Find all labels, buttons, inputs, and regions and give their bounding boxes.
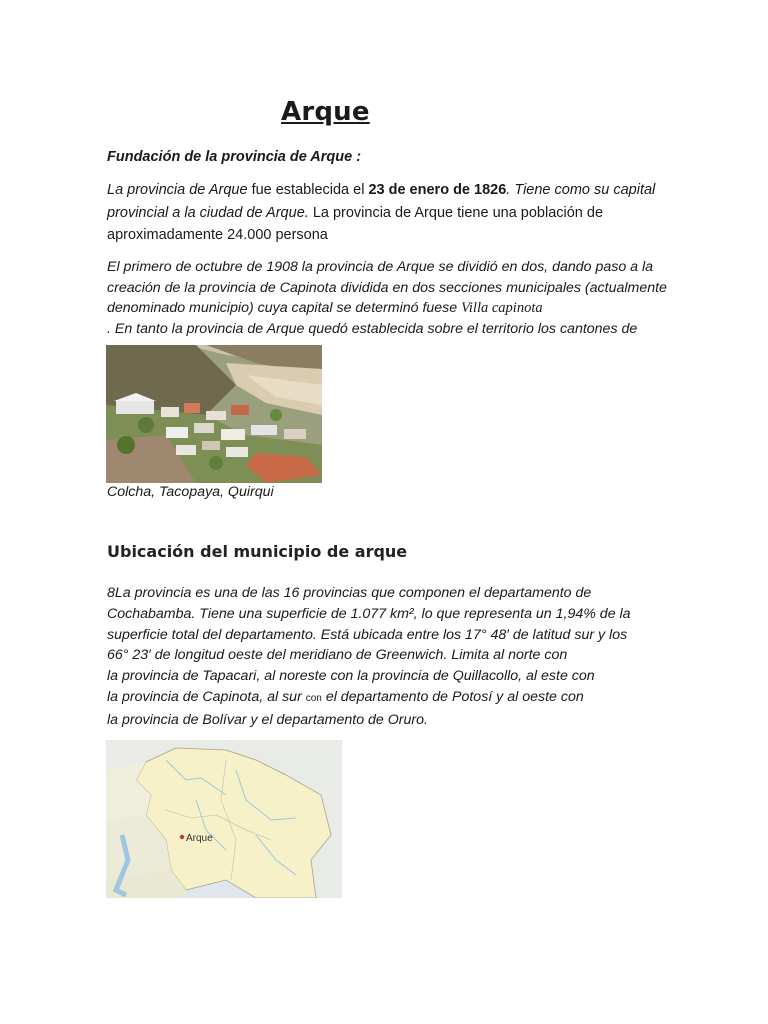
p2-text-b: . En tanto la provincia de Arque quedó establecida sobre el territorio los cantones de (107, 321, 638, 338)
arque-town-photo (106, 345, 322, 483)
p2-text-a: El primero de octubre de 1908 la provincia de Arque se dividió en dos, dando paso a la creación de la provincia de Capinota dividida en dos secciones municipales (actualmente denominado municipio) cuya capital se determinó fuese (107, 259, 667, 317)
photo-caption: Colcha, Tacopaya, Quirqui (107, 484, 274, 500)
p3-line-3: superficie total del departamento. Está ubicada entre los 17° 48′ de latitud sur y los (107, 626, 628, 643)
bolivia-map-illustration (106, 740, 342, 898)
map-label-arque: Arque (186, 833, 213, 844)
p1-text-c: . Tiene como su capital provincial a la ciudad de Arque. (107, 182, 656, 221)
p3-line-1: 8La provincia es una de las 16 provincias que componen el departamento de (107, 585, 592, 601)
p3-line-6a: la provincia de Capinota, al sur (107, 688, 306, 705)
p2-villa-capinota: Villa capinota (461, 300, 543, 317)
p3-line-6b: el departamento de Potosí y al oeste con (321, 688, 584, 705)
p1-date: 23 de enero de 1826 (368, 182, 507, 198)
arque-town-illustration (106, 345, 322, 483)
p3-line-7: la provincia de Bolívar y el departamento de Oruro. (107, 711, 428, 728)
p3-line-6-con: con (305, 692, 322, 704)
page-title: Arque (281, 97, 370, 127)
p3-line-5: la provincia de Tapacari, al noreste con la provincia de Quillacollo, al este con (107, 668, 595, 685)
paragraph-division (107, 257, 667, 340)
p1-text-d: La provincia de Arque tiene una población de aproximadamente 24.000 persona (107, 204, 604, 243)
section-heading-ubicacion: Ubicación del municipio de arque (107, 542, 408, 561)
paragraph-fundacion (107, 179, 677, 247)
p3-line-2: Cochabamba. Tiene una superficie de 1.077 km², lo que representa un 1,94% de la (107, 605, 631, 622)
p3-line-4: 66° 23′ de longitud oeste del meridiano de Greenwich. Limita al norte con (107, 647, 568, 664)
p1-text-b: fue establecida el (251, 182, 369, 198)
bolivia-map (106, 740, 342, 898)
paragraph-ubicacion (107, 583, 687, 731)
p1-text-a: La provincia de Arque (107, 182, 252, 198)
section-heading-fundacion: Fundación de la provincia de Arque : (107, 149, 362, 165)
